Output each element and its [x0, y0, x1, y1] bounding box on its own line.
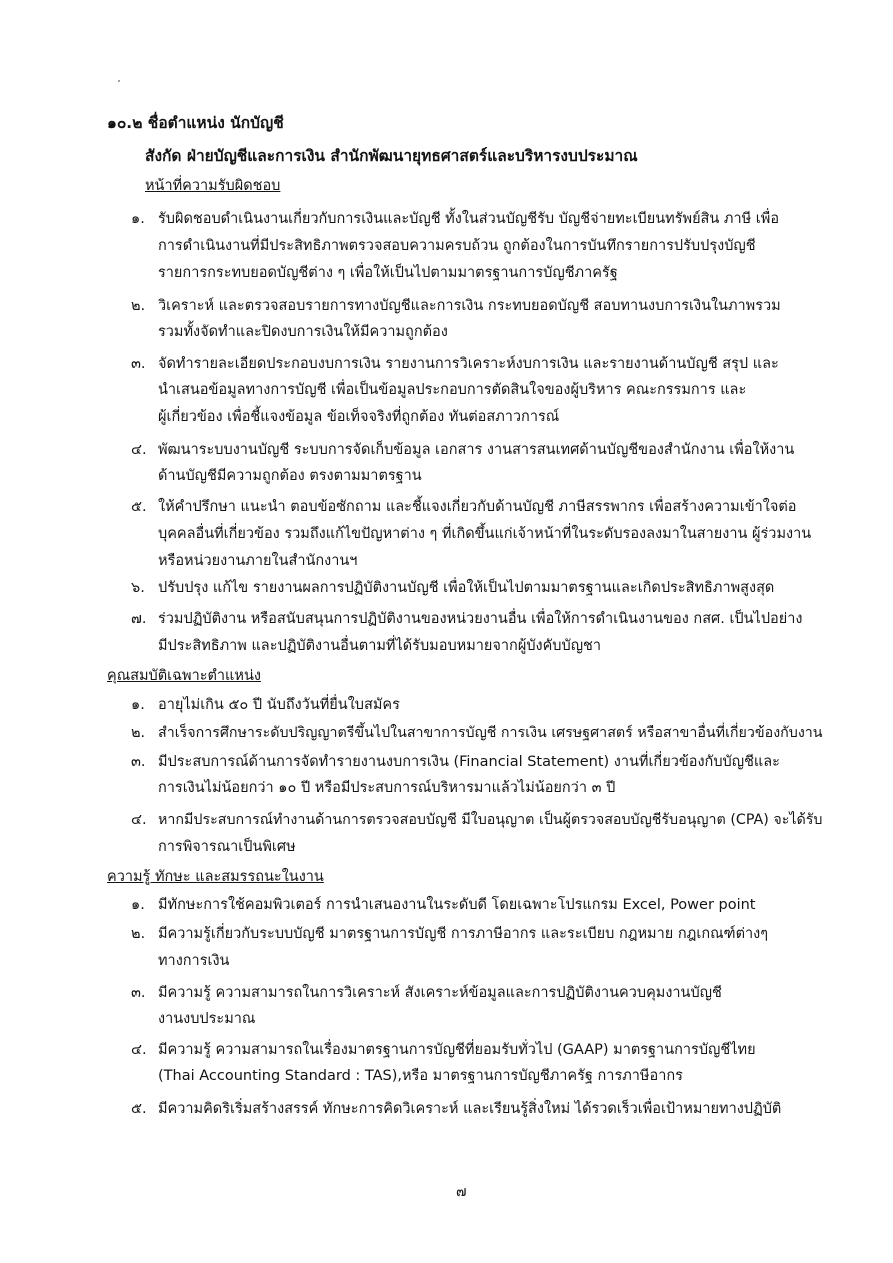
skill-number: ๑. — [131, 897, 145, 913]
duty-text: พัฒนาระบบงานบัญชี ระบบการจัดเก็บข้อมูล เอกสาร งานสารสนเทศด้านบัญชีของสำนักงาน เพื่อให้งาน — [158, 442, 795, 458]
duty-number: ๓. — [131, 356, 146, 372]
page-number: ๗ — [456, 1184, 467, 1200]
duty-text: จัดทำรายละเอียดประกอบงบการเงิน รายงานการวิเคราะห์งบการเงิน และรายงานด้านบัญชี สรุป และ — [158, 356, 779, 372]
skill-text: มีความรู้ ความสามารถในเรื่องมาตรฐานการบัญชีที่ยอมรับทั่วไป (GAAP) มาตรฐานการบัญชีไทย — [158, 1042, 756, 1058]
duty-text: การดำเนินงานที่มีประสิทธิภาพตรวจสอบความครบถ้วน ถูกต้องในการบันทึกรายการปรับปรุงบัญชี — [158, 238, 756, 254]
duty-number: ๒. — [131, 298, 146, 314]
scan-speck — [118, 80, 120, 82]
skill-text: (Thai Accounting Standard : TAS),หรือ มาตรฐานการบัญชีภาครัฐ การภาษีอากร — [158, 1068, 683, 1084]
duty-text: ร่วมปฏิบัติงาน หรือสนับสนุนการปฏิบัติงานของหน่วยงานอื่น เพื่อให้การดำเนินงานของ กสศ. เป็นไปอย่าง — [158, 611, 803, 627]
duty-text: รวมทั้งจัดทำและปิดงบการเงินให้มีความถูกต้อง — [158, 324, 448, 340]
qualification-text: การพิจารณาเป็นพิเศษ — [158, 839, 296, 855]
duty-number: ๖. — [131, 580, 145, 596]
duty-text: วิเคราะห์ และตรวจสอบรายการทางบัญชีและการเงิน กระทบยอดบัญชี สอบทานงบการเงินในภาพรวม — [158, 298, 781, 314]
position-heading: ๑๐.๒ ชื่อตำแหน่ง นักบัญชี — [107, 114, 284, 132]
skill-text: มีความรู้ ความสามารถในการวิเคราะห์ สังเคราะห์ข้อมูลและการปฏิบัติงานควบคุมงานบัญชี — [158, 985, 722, 1001]
qualification-number: ๓. — [131, 754, 146, 770]
qualification-number: ๑. — [131, 697, 145, 713]
department-line: สังกัด ฝ่ายบัญชีและการเงิน สำนักพัฒนายุทธศาสตร์และบริหารงบประมาณ — [145, 147, 638, 165]
duties-title: หน้าที่ความรับผิดชอบ — [145, 178, 281, 194]
duty-text: นำเสนอข้อมูลทางการบัญชี เพื่อเป็นข้อมูลประกอบการตัดสินใจของผู้บริหาร คณะกรรมการ และ — [158, 382, 747, 398]
skill-text: มีความรู้เกี่ยวกับระบบบัญชี มาตรฐานการบัญชี การภาษีอากร และระเบียบ กฎหมาย กฎเกณฑ์ต่างๆ — [158, 926, 769, 942]
qualification-text: การเงินไม่น้อยกว่า ๑๐ ปี หรือมีประสบการณ์บริหารมาแล้วไม่น้อยกว่า ๓ ปี — [158, 780, 616, 796]
qualification-text: หากมีประสบการณ์ทำงานด้านการตรวจสอบบัญชี มีใบอนุญาต เป็นผู้ตรวจสอบบัญชีรับอนุญาต (CPA) จะได้รับ — [158, 812, 823, 828]
qualification-text: สำเร็จการศึกษาระดับปริญญาตรีขึ้นไปในสาขาการบัญชี การเงิน เศรษฐศาสตร์ หรือสาขาอื่นที่เกี่ยวข้องกับงาน — [158, 725, 823, 741]
skill-number: ๔. — [131, 1042, 147, 1058]
duty-text: บุคคลอื่นที่เกี่ยวข้อง รวมถึงแก้ไขปัญหาต่าง ๆ ที่เกิดขึ้นแก่เจ้าหน้าที่ในระดับรองลงมาในสายงาน ผู้ร่วมงาน — [158, 526, 812, 542]
skill-number: ๒. — [131, 926, 146, 942]
qualification-text: อายุไม่เกิน ๕๐ ปี นับถึงวันที่ยื่นใบสมัคร — [158, 697, 400, 713]
duty-number: ๗. — [131, 611, 147, 627]
skill-text: งานงบประมาณ — [158, 1011, 256, 1027]
duty-number: ๔. — [131, 442, 147, 458]
duty-text: มีประสิทธิภาพ และปฏิบัติงานอื่นตามที่ได้รับมอบหมายจากผู้บังคับบัญชา — [158, 638, 602, 654]
qualification-number: ๔. — [131, 812, 147, 828]
skills-title: ความรู้ ทักษะ และสมรรถนะในงาน — [107, 869, 324, 885]
duty-text: ผู้เกี่ยวข้อง เพื่อชี้แจงข้อมูล ข้อเท็จจริงที่ถูกต้อง ทันต่อสภาวการณ์ — [158, 409, 560, 425]
qualification-number: ๒. — [131, 725, 146, 741]
qualifications-title: คุณสมบัติเฉพาะตำแหน่ง — [107, 668, 261, 684]
duty-text: ให้คำปรึกษา แนะนำ ตอบข้อซักถาม และชี้แจงเกี่ยวกับด้านบัญชี ภาษีสรรพากร เพื่อสร้างความเข้าใจต่อ — [158, 499, 797, 515]
skill-text: ทางการเงิน — [158, 953, 230, 969]
duty-text: ด้านบัญชีมีความถูกต้อง ตรงตามมาตรฐาน — [158, 468, 422, 484]
duty-text: ปรับปรุง แก้ไข รายงานผลการปฏิบัติงานบัญชี เพื่อให้เป็นไปตามมาตรฐานและเกิดประสิทธิภาพสูงสุด — [158, 580, 775, 596]
duty-number: ๑. — [131, 211, 145, 227]
skill-text: มีความคิดริเริ่มสร้างสรรค์ ทักษะการคิดวิเคราะห์ และเรียนรู้สิ่งใหม่ ได้รวดเร็วเพื่อเป้าหมายทางปฏิบัติ — [158, 1101, 782, 1117]
qualification-text: มีประสบการณ์ด้านการจัดทำรายงานงบการเงิน (Financial Statement) งานที่เกี่ยวข้องกับบัญชีและ — [158, 754, 780, 770]
duty-text: หรือหน่วยงานภายในสำนักงานฯ — [158, 553, 358, 569]
duty-text: รับผิดชอบดำเนินงานเกี่ยวกับการเงินและบัญชี ทั้งในส่วนบัญชีรับ บัญชีจ่ายทะเบียนทรัพย์สิน ภาษี เพื่อ — [158, 211, 780, 227]
skill-number: ๓. — [131, 985, 146, 1001]
skill-text: มีทักษะการใช้คอมพิวเตอร์ การนำเสนองานในระดับดี โดยเฉพาะโปรแกรม Excel, Power point — [158, 897, 756, 913]
duty-text: รายการกระทบยอดบัญชีต่าง ๆ เพื่อให้เป็นไปตามมาตรฐานการบัญชีภาครัฐ — [158, 265, 618, 281]
skill-number: ๕. — [131, 1101, 147, 1117]
duty-number: ๕. — [131, 499, 147, 515]
